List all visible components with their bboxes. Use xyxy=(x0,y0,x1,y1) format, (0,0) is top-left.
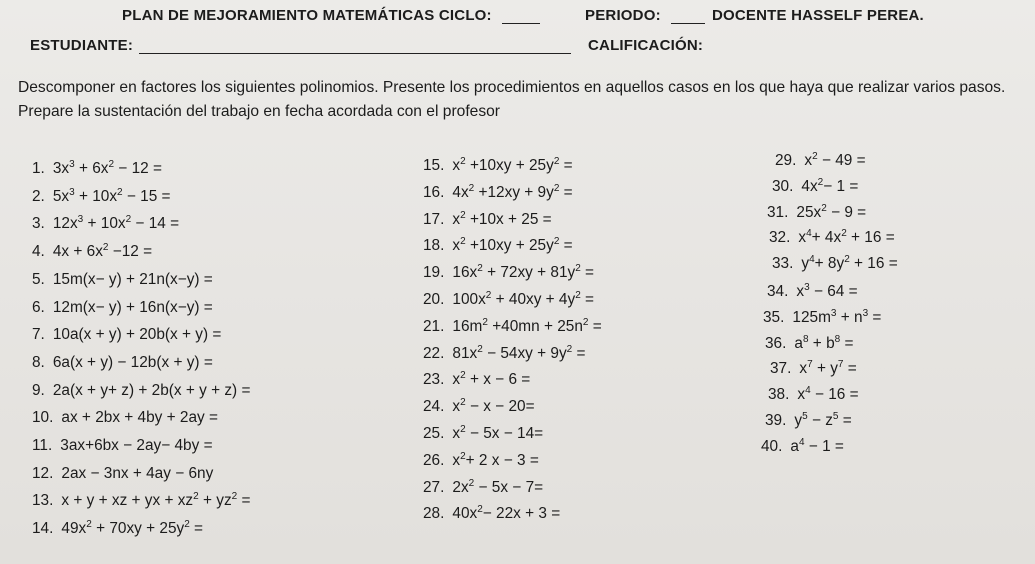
exercise-item xyxy=(423,157,573,175)
exercise-number: 39. xyxy=(765,412,787,429)
exercise-expression: $x^2 - x - 20=$ xyxy=(452,397,535,416)
exercise-expression: 2a(x + y+ z) + 2b(x + y + z) = xyxy=(52,381,251,399)
exercise-expression: $16x^2 + 72xy + 81y^2$ = xyxy=(452,263,595,282)
exercise-expression: $x^7 + y^7$ = xyxy=(799,359,857,378)
exercise-number: 33. xyxy=(772,255,794,273)
exercise-number: 20. xyxy=(423,291,445,308)
exercise-item xyxy=(423,345,585,363)
exercise-expression: 3ax+6bx − 2ay− 4by = xyxy=(60,437,213,454)
exercise-item xyxy=(769,229,895,247)
exercise-expression: $x^2 +10xy + 25y^2$ = xyxy=(452,155,573,174)
exercise-expression: 2ax − 3nx + 4ay − 6ny xyxy=(61,464,214,482)
exercise-item xyxy=(423,452,539,470)
exercise-item xyxy=(423,371,530,389)
exercise-number: 27. xyxy=(423,478,445,496)
exercise-number: 26. xyxy=(423,451,445,469)
ciclo-blank[interactable] xyxy=(502,23,540,24)
exercise-number: 40. xyxy=(761,437,783,455)
exercise-number: 24. xyxy=(423,398,445,416)
exercise-number: 28. xyxy=(423,505,445,523)
exercise-expression: $a^8 + b^8$ = xyxy=(794,333,854,352)
exercise-item xyxy=(32,465,213,483)
exercise-expression: $25x^2 - 9$ = xyxy=(796,202,867,221)
exercise-item xyxy=(32,382,250,400)
exercise-number: 37. xyxy=(770,360,792,378)
exercise-expression: $40x^2- 22x + 3$ = xyxy=(452,504,561,523)
exercise-expression: $y^4+ 8y^2 + 16$ = xyxy=(801,254,898,273)
exercise-item xyxy=(772,178,858,196)
exercise-expression: $x^2 + x - 6$ = xyxy=(452,370,531,389)
exercise-expression: 12m(x− y) + 16n(x−y) = xyxy=(52,298,213,316)
exercise-number: 30. xyxy=(772,177,794,195)
student-name-blank[interactable] xyxy=(139,53,571,54)
periodo-label: PERIODO: xyxy=(585,7,661,24)
student-label: ESTUDIANTE: xyxy=(30,37,134,54)
exercise-item xyxy=(765,335,853,353)
exercise-item xyxy=(768,386,859,404)
grade-label: CALIFICACIÓN: xyxy=(588,37,704,54)
exercise-item xyxy=(32,409,218,427)
exercise-item xyxy=(32,492,250,510)
exercise-item xyxy=(423,264,594,282)
exercise-item xyxy=(32,188,171,206)
exercise-item xyxy=(767,283,858,301)
exercise-expression: $5x^3 + 10x^2 - 15$ = xyxy=(52,186,171,205)
exercise-item xyxy=(32,243,152,261)
exercise-number: 31. xyxy=(767,203,789,221)
exercise-number: 13. xyxy=(32,492,54,510)
exercise-number: 1. xyxy=(32,160,45,177)
exercise-expression: $125m^3 + n^3$ = xyxy=(792,307,882,326)
exercise-item xyxy=(423,184,573,202)
exercise-expression: $12x^3 + 10x^2 - 14$ = xyxy=(52,214,180,233)
exercise-item xyxy=(765,412,852,430)
exercise-expression: $x^4+ 4x^2 + 16$ = xyxy=(798,228,895,247)
periodo-blank[interactable] xyxy=(671,23,705,24)
exercise-expression: 10a(x + y) + 20b(x + y) = xyxy=(52,326,222,344)
exercise-number: 35. xyxy=(763,308,785,326)
exercise-expression: $16m^2 +40mn + 25n^2$ = xyxy=(452,316,602,335)
exercise-expression: $x^4 - 16$ = xyxy=(797,385,859,404)
exercise-item xyxy=(32,354,213,372)
exercise-item xyxy=(32,215,179,233)
exercise-item xyxy=(761,438,844,456)
exercise-number: 5. xyxy=(32,270,45,288)
header-title: PLAN DE MEJORAMIENTO MATEMÁTICAS CICLO: xyxy=(122,7,492,24)
exercise-number: 12. xyxy=(32,464,54,482)
exercise-expression: $4x + 6x^2 -12$ = xyxy=(52,241,153,261)
exercise-number: 16. xyxy=(423,183,445,201)
instructions: Descomponer en factores los siguientes polinomios. Presente los procedimientos en aquellos casos en los que haya que realizar varios pasos. Prepare la sustentación del trabajo en fecha acordada con el profesor xyxy=(18,79,1006,120)
exercise-number: 14. xyxy=(32,520,54,538)
exercise-item xyxy=(32,299,213,317)
exercise-number: 25. xyxy=(423,425,445,442)
exercise-expression: $x^2 - 5x - 14=$ xyxy=(452,423,544,442)
exercise-item xyxy=(767,204,866,222)
exercise-expression: 15m(x− y) + 21n(x−y) = xyxy=(52,270,213,288)
exercise-expression: $a^4 - 1$ = xyxy=(790,436,844,455)
exercise-expression: $4x^2 +12xy + 9y^2$ = xyxy=(452,182,573,201)
exercise-expression: $81x^2 - 54xy + 9y^2$ = xyxy=(452,343,586,362)
docente-label: DOCENTE HASSELF PEREA. xyxy=(712,7,924,24)
exercise-number: 9. xyxy=(32,381,45,399)
exercise-expression: $y^5 - z^5$ = xyxy=(794,410,852,429)
exercise-expression: $4x^2- 1$ = xyxy=(801,176,859,195)
exercise-number: 21. xyxy=(423,317,445,335)
exercise-number: 36. xyxy=(765,334,787,352)
exercise-item xyxy=(423,291,594,309)
exercise-item xyxy=(775,152,866,170)
exercise-item xyxy=(32,437,213,455)
exercise-item xyxy=(423,237,573,255)
exercise-expression: $100x^2 + 40xy + 4y^2$ = xyxy=(452,289,595,308)
exercise-number: 2. xyxy=(32,187,45,205)
exercise-item xyxy=(423,398,535,416)
exercise-number: 17. xyxy=(423,210,445,228)
exercise-item xyxy=(423,211,552,229)
exercise-item xyxy=(32,271,213,289)
exercise-number: 18. xyxy=(423,237,445,255)
exercise-expression: $x^2 - 49$ = xyxy=(804,150,866,169)
exercise-expression: $2x^2 - 5x - 7=$ xyxy=(452,477,544,496)
exercise-item xyxy=(32,160,162,178)
exercise-number: 34. xyxy=(767,283,789,300)
exercise-number: 3. xyxy=(32,215,45,233)
exercise-number: 6. xyxy=(32,298,45,316)
exercise-item xyxy=(772,255,898,273)
exercise-item xyxy=(423,425,543,443)
exercise-expression: 6a(x + y) − 12b(x + y) = xyxy=(52,353,213,371)
exercise-number: 23. xyxy=(423,371,445,389)
exercise-expression: $x^2+ 2$ x − 3 = xyxy=(452,450,539,469)
exercise-item xyxy=(423,505,560,523)
exercise-number: 29. xyxy=(775,152,797,169)
header-title-row xyxy=(122,7,540,24)
exercise-item xyxy=(32,326,221,344)
exercise-number: 32. xyxy=(769,229,791,247)
exercise-item xyxy=(423,318,602,336)
exercise-number: 15. xyxy=(423,157,445,174)
exercise-expression: $3x^3 + 6x^2 - 12$ = xyxy=(52,158,162,177)
exercise-expression: $x^3 - 64$ = xyxy=(796,281,858,300)
exercise-number: 4. xyxy=(32,243,45,261)
exercise-item xyxy=(763,309,881,327)
exercise-number: 11. xyxy=(32,437,53,454)
exercise-expression: $x^2 +10x + 25$ = xyxy=(452,209,552,228)
exercise-expression: $49x^2 + 70xy + 25y^2$ = xyxy=(61,518,204,538)
exercise-item xyxy=(770,360,857,378)
exercise-number: 22. xyxy=(423,344,445,362)
exercise-number: 10. xyxy=(32,409,54,427)
student-row xyxy=(30,37,571,54)
exercise-item xyxy=(32,520,203,538)
exercise-number: 7. xyxy=(32,326,45,344)
exercise-expression: x + y + xz + yx + $xz^2 + yz^2$ = xyxy=(61,491,251,510)
exercise-expression: $x^2 +10xy + 25y^2$ = xyxy=(452,236,573,255)
exercise-number: 38. xyxy=(768,386,790,404)
exercise-expression: ax + 2bx + 4by + 2ay = xyxy=(61,409,218,427)
exercise-item xyxy=(423,479,543,497)
periodo-row xyxy=(585,7,705,24)
exercise-number: 19. xyxy=(423,264,445,282)
exercise-number: 8. xyxy=(32,353,45,371)
